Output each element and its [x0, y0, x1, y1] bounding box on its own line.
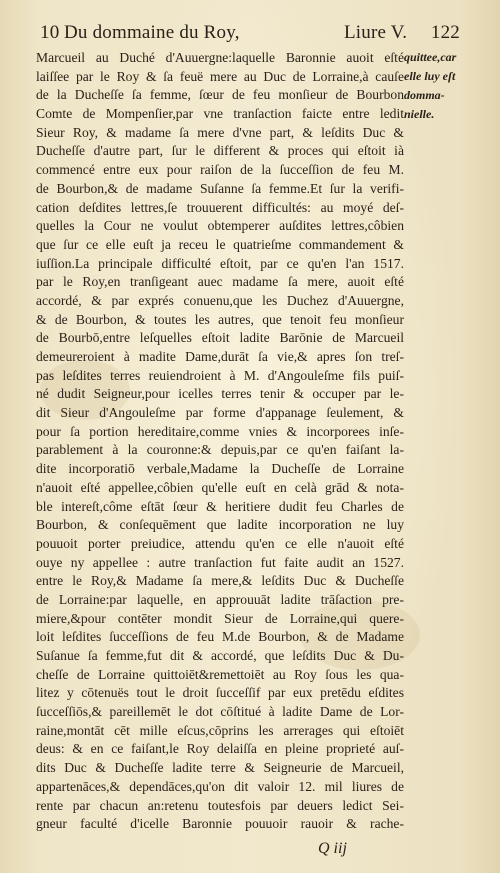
margin-note [404, 48, 470, 124]
body-text [36, 49, 404, 834]
text-line: cheſſe de Lorraine quittoiēt&remettoiēt au Roy ſous les qua- [36, 666, 404, 682]
text-line: de la Ducheſſe ſa femme, ſœur de feu monſieur de Bourbon [36, 87, 404, 103]
margin-note-line: elle luy eſt [404, 69, 456, 83]
text-line: miere,&pour contēter mondit Sieur de Lorraine,qui quere- [36, 610, 404, 626]
text-line: commencé entre eux pour raiſon de la ſucceſſion de feu M. [36, 162, 404, 178]
text-line: dit Sieur d'Angouleſme par forme d'appanage ſeulement, & [36, 405, 404, 421]
text-line: pas leſdites terres reuiendroient à M. d'Angouleſme fils puiſ- [36, 367, 404, 383]
text-line: pouuoit porter preiudice, attendu qu'en ce elle n'auoit eſté [36, 535, 404, 551]
text-line: entre le Roy,& Madame ſa mere,& leſdits Duc & Ducheſſe [36, 573, 404, 589]
text-line: que ſur ce elle euſt ja receu le quatrieſme commandement & [36, 236, 404, 252]
text-line: de Bourbō,entre leſquelles eſtoit ladite Barōnie de Marcueil [36, 330, 404, 346]
text-line: pour ſa portion hereditaire,comme vnies & incorporees inſe- [36, 423, 404, 439]
text-line: Bourbon, & conſequēment que ladite incorporation ne luy [36, 517, 404, 533]
running-title: Du dommaine du Roy, [64, 22, 240, 43]
text-line: gneur faculté d'icelle Baronnie pouuoir rauoir & rache- [36, 816, 404, 832]
text-line: Suſanue ſa femme,fut dit & accordé, que leſdits Duc & Du- [36, 648, 404, 663]
margin-note-line: nielle. [404, 107, 435, 121]
text-line: quelles la Cour ne voulut obtemperer auſdites lettres,côbien [36, 218, 404, 234]
text-line: rente par chacun an:retenu toutesfois par deuers ledict Sei- [36, 797, 404, 813]
margin-note-line: quittee,car [404, 50, 457, 64]
margin-note-line: domma- [404, 88, 445, 102]
text-line: laiſſee par le Roy & ſa feuë mere au Duc de Lorraine,à cauſe [36, 68, 404, 84]
text-line: demeureroient à madite Dame,durāt ſa vie,& apres ſon treſ- [36, 349, 404, 364]
text-line: de Bourbon,& de madame Suſanne ſa femme.Et ſur la verifi- [36, 180, 404, 196]
text-line: ſucceſſiōs,& pareillemēt le dot cōſtitué à ladite Dame de Lor- [36, 704, 404, 720]
text-line: dite incorporatiō verbale,Madame la Ducheſſe de Lorraine [36, 461, 404, 477]
text-line: litez y cōtenuës tout le droit ſucceſſif par eux pretēdu eſdites [36, 685, 404, 701]
text-line: n'auoit eſté appellee,côbien qu'elle euſt en celà grād & nota- [36, 479, 404, 495]
text-line: & de Bourbon, & toutes les autres, que tenoit feu monſieur [36, 311, 404, 327]
text-line: Ducheſſe d'autre part, ſur le different & proces qui eſtoit ià [36, 143, 404, 159]
text-line: de Lorraine:par laquelle, en approuuāt ladite trāſaction pre- [36, 591, 404, 607]
text-line: parablement à la couronne:& depuis,par ce qu'en faiſant la- [36, 442, 404, 458]
text-line: raine,montāt cēt mille eſcus,cōprins les arrerages qui eſtoiēt [36, 722, 404, 738]
folio-number: 122 [430, 22, 460, 43]
page-number: 10 [40, 22, 60, 43]
text-line: iuſſion.La principale difficulté eſtoit, par ce qu'en l'an 1517. [36, 255, 404, 271]
text-line: Marcueil au Duché d'Auuergne:laquelle Baronnie auoit eſté [36, 50, 404, 65]
text-line: par le Roy,en tranſigeant auec madame ſa mere, auoit eſté [36, 274, 404, 290]
text-line: appartenāces,& dependāces,qu'on dit valoir 12. mil liures de [36, 778, 404, 794]
text-line: accordé, & par exprés conuenu,que les Duchez d'Auuergne, [36, 292, 404, 308]
text-line: Comte de Mompenſier,par vne tranſaction faicte entre ledit [36, 106, 404, 122]
page-header [40, 18, 460, 48]
text-line: deus: & en ce faiſant,le Roy delaiſſa en pleine proprieté auſ- [36, 741, 404, 757]
book-label: Liure V. [344, 22, 408, 43]
text-line: cation deſdites lettres,ſe trouuerent difficultés: au moyé deſ- [36, 199, 404, 215]
text-line: Sieur Roy, & madame ſa mere d'vne part, & leſdits Duc & [36, 124, 404, 140]
text-line: ouye ny appellee : autre tranſaction fut faite audit an 1527. [36, 554, 404, 570]
text-line: loit leſdites ſucceſſions de feu M.de Bourbon, & de Madame [36, 629, 404, 645]
text-line: ble intereſt,côme eſtāt ſœur & heritiere dudit feu Charles de [36, 498, 404, 514]
text-line: né dudit Seigneur,pour icelles terres tenir & occuper par le- [36, 386, 404, 402]
text-line: dits Duc & Ducheſſe ladite terre & Seigneurie de Marcueil, [36, 760, 404, 776]
signature-mark: Q iij [318, 840, 347, 857]
